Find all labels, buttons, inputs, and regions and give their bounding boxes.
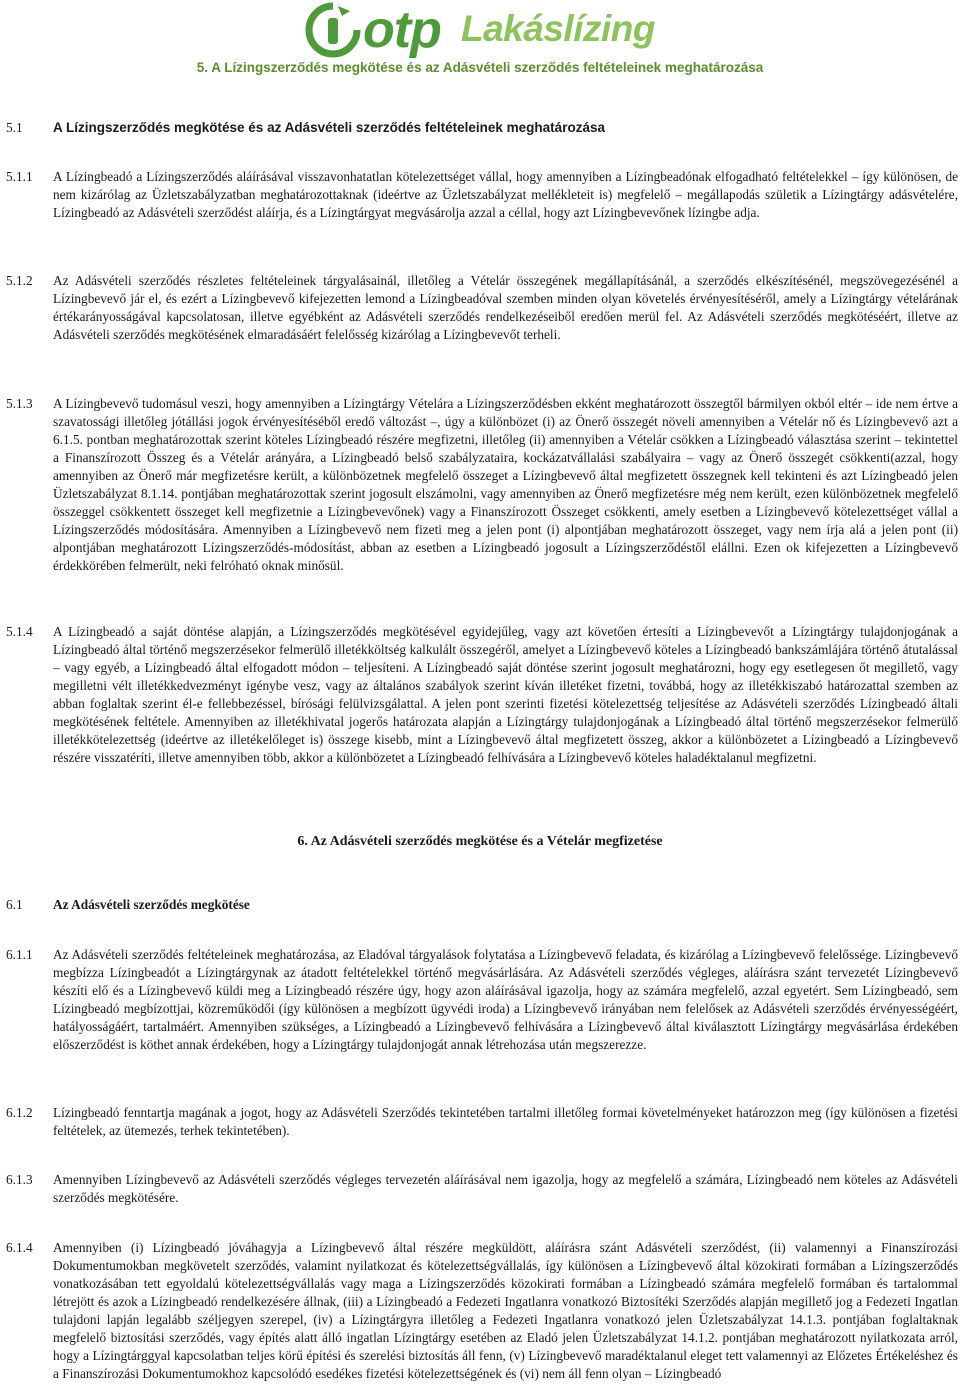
section-number: 5.1 <box>6 120 23 135</box>
section-number: 5.1.3 <box>6 396 33 411</box>
section-number: 6.1.2 <box>6 1105 33 1120</box>
page-title: 5. A Lízingszerződés megkötése és az Adásvételi szerződés feltételeinek meghatározása <box>196 60 764 75</box>
chapter-6-heading: 6. Az Adásvételi szerződés megkötése és a Vételár megfizetése <box>297 834 663 849</box>
otp-lakaslizing-logo <box>303 2 663 58</box>
section-5-1-1 <box>6 168 958 222</box>
section-text: Az Adásvételi szerződés részletes feltételeinek tárgyalásainál, illetőleg a Vételár összegének megállapításánál, a szerződés elkészítésénél, megszövegezésénél a Lízingbevevő jár el, és ezért a Lízingbevevő kifejezetten lemond a Lízingbeadóval szemben minden olyan követelés érvényesítéséről, amely a Lízingtárgy vételárának értékarányosságával kapcsolatosan, illetve egyébként az Adásvételi szerződés rendelkezéseiből eredően merül fel. Az Adásvételi szerződés megkötéséért, illetve az Adásvételi szerződés megkötésének elmaradásáért felelősség kizárólag a Lízingbevevőt terheli. <box>53 273 958 342</box>
section-text: Amennyiben Lízingbevevő az Adásvételi szerződés végleges tervezetén aláírásával nem igazolja, hogy az megfelelő a számára, Lízingbeadó nem köteles az Adásvételi szerződés megkötésére. <box>53 1172 958 1205</box>
section-text: Amennyiben (i) Lízingbeadó jóváhagyja a Lízingbevevő által részére megküldött, aláírásra szánt Adásvételi szerződést, (ii) valamennyi a Finanszírozási Dokumentumokban megkövetelt szerződés, valamint nyilatkozat és kötelezettségvállalás, így különösen a Lízingbevevő által közokirati formában a Lízingszerződés vonatkozásában tett egyoldalú kötelezettségvállalás vagy maga a Lízingszerződés közokirati formában a Lízingbeadó számára megfelelő formában és tartalommal létrejött és azok a Lízingbeadó rendelkezésére állnak, (iii) a Lízingbeadó a Fedezeti Ingatlanra vonatkozó Biztosítéki Szerződés alapján megillető jog a Fedezeti Ingatlan tulajdoni lapján legalább széljegyen szerepel, (iv) a Lízingtárgyra illetőleg a Fedezeti Ingatlanra vonatkozó jelen Üzletszabályzat 14.1.3. pontjában foglaltaknak megfelelő biztosítási szerződés, vagy építés alatt álló ingatlan Lízingtárgy esetében az Eladó jelen Üzletszabályzat 14.1.2. pontjában meghatározott nyilatkozata arról, hogy a Lízingtárggyal kapcsolatban teljes körű építési és szerelési biztosítás áll fenn, (v) Lízingbevevő maradéktalanul eleget tett valamennyi az Előzetes Értékeléshez és a Finanszírozási Dokumentumokhoz kapcsolódó esedékes fizetési kötelezettségének és (vi) nem áll fenn olyan – Lízingbeadó <box>53 1240 958 1381</box>
section-6-1-2 <box>6 1104 958 1140</box>
section-number: 6.1.4 <box>6 1240 33 1255</box>
section-text: A Lízingbevevő tudomásul veszi, hogy amennyiben a Lízingtárgy Vételára a Lízingszerződésben ekként meghatározott összegtől bármilyen okból eltér – ide nem értve a szavatossági illetőleg jótállási jogok érvényesítéséből eredő változást –, úgy a különbözet (i) az Önerő összegét növeli amennyiben a Vételár nő és Lízingbevevő azt a 6.1.5. pontban meghatározottak szerint köteles Lízingbeadó részére megfizetni, illetőleg (ii) amennyiben a Vételár csökken a Lízingbeadó választása szerint – tekintettel a Finanszírozott Összeg és a Vételár arányára, a Lízingbeadó belső szabályzataira, kockázatvállalási szabályaira – vagy az Önerő összegét csökkenti(azzal, hogy amennyiben az Önerő már megfizetésre került, a különbözetnek megfelelő összeget a Lízingbevevő által megfizetett összegnek kell tekinteni és azt Lízingbeadó jelen Üzletszabályzat 8.1.14. pontjában meghatározottak szerint jogosult elszámolni, vagy amennyiben az Önerő megfizetésre még nem került, ezen különbözetnek megfelelő összeggel csökkentett összeget kell megfizetnie a Lízingbevevőnek) vagy a Finanszírozott Összeget csökkenti, amely esetben a Lízingbevevő kötelezettséget vállal a Lízingszerződés módosítására. Amennyiben a Lízingbevevő nem fizeti meg a jelen pont (i) alpontjában meghatározott összeget, vagy nem írja alá a jelen pont (ii) alpontjában meghatározott Lízingszerződés-módosítást, abban az esetben a Lízingbeadó jogosult a Lízingszerződéstől elállni. Ezen ok kifejezetten a Lízingbevevő érdekkörében felmerült, neki felróható oknak minősül. <box>53 396 958 573</box>
section-number: 6.1.3 <box>6 1172 33 1187</box>
section-heading: A Lízingszerződés megkötése és az Adásvételi szerződés feltételeinek meghatározása <box>53 120 605 135</box>
section-number: 5.1.4 <box>6 624 33 639</box>
section-6-1-4 <box>6 1239 958 1383</box>
section-6-1-3 <box>6 1171 958 1207</box>
section-5-1-4 <box>6 623 958 767</box>
section-number: 6.1.1 <box>6 947 33 962</box>
logo-otp-text: otp <box>363 1 441 59</box>
section-number: 5.1.2 <box>6 273 33 288</box>
section-text: Az Adásvételi szerződés feltételeinek meghatározása, az Eladóval tárgyalások folytatása a Lízingbevevő feladata, és kizárólag a Lízingbevevő felelőssége. Lízingbevevő megbízza Lízingbeadót a Lízingtárgynak az átadott feltételekkel történő megvásárlására. Az Adásvételi szerződés végleges, aláírásra szánt tervezetét Lízingbevevő készíti elő és a Lízingbevevő küldi meg a Lízingbeadó részére úgy, hogy azon aláírásával igazolja, hogy az számára megfelelő, azzal egyetért. Sem Lízingbeadó, sem Lízingbeadó megbízottjai, közreműködői (így különösen a megbízott ügyvédi iroda) a Lízingbevevő irányában nem felelősek az Adásvételi szerződés érvényességéért, hatályosságáért, tartalmáért. Amennyiben szükséges, a Lízingbeadó a Lízingbevevő felhívására a Lízingbevevő által kiválasztott Lízingtárgy megvásárlása érdekében előszerződést is köthet annak érdekében, hogy a Lízingtárgy tulajdonjogát annak létrehozása után megszerezze. <box>53 947 958 1052</box>
logo-brand-text: Lakáslízing <box>461 8 655 49</box>
otp-bird-icon <box>305 2 361 58</box>
section-6-1-1 <box>6 946 958 1054</box>
section-number: 5.1.1 <box>6 169 33 184</box>
section-5-1-3 <box>6 395 958 575</box>
section-heading: Az Adásvételi szerződés megkötése <box>53 897 250 912</box>
section-text: A Lízingbeadó a saját döntése alapján, a Lízingszerződés megkötésével egyidejűleg, vagy azt követően értesíti a Lízingbevevőt a Lízingtárgy tulajdonjogának a Lízingbeadó által történő megszerzésekor felmerülő illetékköltség kalkulált összegéről, amelyet a Lízingbevevő köteles a Lízingbeadó bankszámlájára történő átutalással – vagy egyéb, a Lízingbeadó által elfogadott módon – teljesíteni. A Lízingbeadó saját döntése szerint jogosult meghatározni, hogy egy esetlegesen őt megillető, vagy megilletni vélt illetékkedvezményt igénybe vesz, vagy az általános szabályok szerint kíván illetéket fizetni, továbbá, hogy az illetékkiszabó határozattal szemben az abban foglaltak szerint él-e fellebbezéssel, bírósági felülvizsgálattal. A jelen pont szerinti fizetési kötelezettség teljesítése az Adásvételi szerződés Lízingbeadó általi megkötésének feltétele. Amennyiben az illetékhivatal jogerős határozata alapján a Lízingtárgy tulajdonjogának a Lízingbeadó által történő megszerzésekor felmerülő illetékkötelezettség (ideértve az illetékelőleget is) összege kisebb, mint a Lízingbevevő által megfizetett összeg, akkor a különbözetet a Lízingbeadó a Lízingbevevő részére visszatéríti, illetve amennyiben több, akkor a különbözetet a Lízingbeadó felhívására a Lízingbevevő köteles haladéktalanul megfizetni. <box>53 624 958 765</box>
section-6-1 <box>6 896 958 914</box>
section-5-1 <box>6 119 958 137</box>
section-number: 6.1 <box>6 897 23 912</box>
section-5-1-2 <box>6 272 958 344</box>
section-text: Lízingbeadó fenntartja magának a jogot, hogy az Adásvételi Szerződés tekintetében tartalmi illetőleg formai követelményeket határozzon meg (így különösen a fizetési feltételek, az ütemezés, terhek tekintetében). <box>53 1105 958 1138</box>
section-text: A Lízingbeadó a Lízingszerződés aláírásával visszavonhatatlan kötelezettséget vállal, hogy amennyiben a Lízingbeadónak elfogadható feltételekkel – így különösen, de nem kizárólag az Üzletszabályzatban meghatározottaknak (ideértve az Üzletszabályzat mellékleteit is) megfelelő – megállapodás születik a Lízingtárgy adásvételére, Lízingbeadó az Adásvételi szerződést aláírja, és a Lízingtárgyat megvásárolja azzal a céllal, hogy azt Lízingbevevőnek lízingbe adja. <box>53 169 958 220</box>
